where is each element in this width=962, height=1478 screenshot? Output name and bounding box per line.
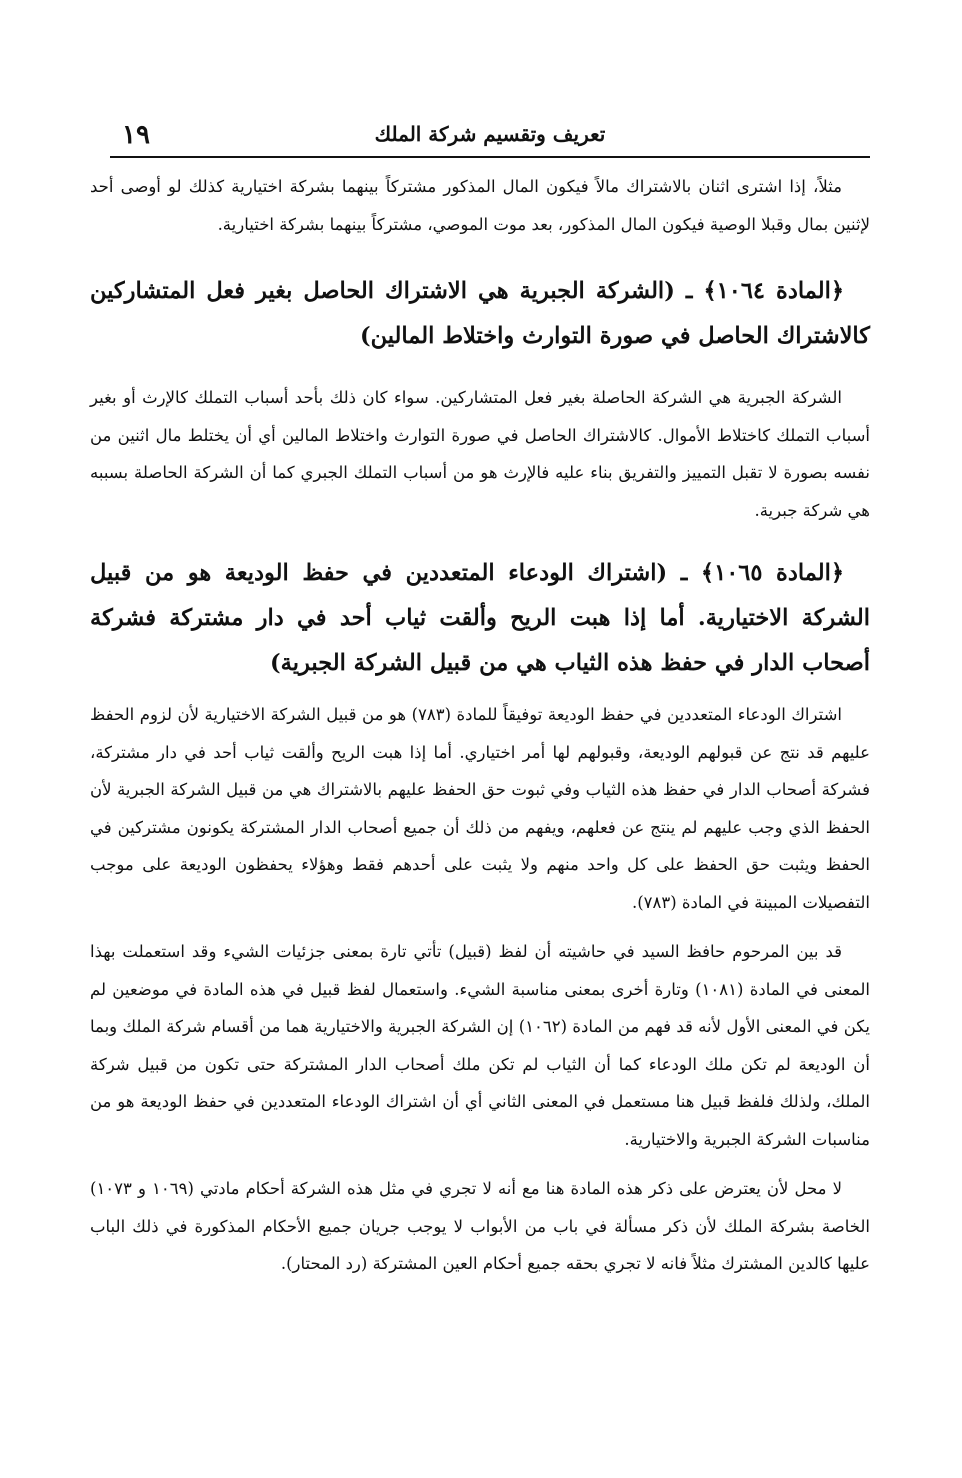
article-1064-commentary: الشركة الجبرية هي الشركة الحاصلة بغير فعل المتشاركين. سواء كان ذلك بأحد أسباب التملك كالإرث أو بغير أسباب التملك كاختلاط الأموال. كالاشتراك الحاصل في صورة التوارث واختلاط المالين أي أن يختلط مال اثنين من نفسه بصورة لا تقبل التمييز والتفريق بناء عليه فالإرث هو من أسباب التملك الجبري كما أن الشركة الحاصلة بسببه هي شركة جبرية.	[90, 388, 870, 520]
article-1064-heading: ﴿المادة ١٠٦٤﴾ ـ (الشركة الجبرية هي الاشتراك الحاصل بغير فعل المتشاركين كالاشتراك الحاصل في صورة التوارث واختلاط المالين)	[90, 278, 870, 349]
page-body	[90, 168, 870, 1295]
article-1065-heading: ﴿المادة ١٠٦٥﴾ ـ (اشتراك الودعاء المتعددين في حفظ الوديعة هو من قبيل الشركة الاختيارية. أما إذا هبت الريح وألقت ثياب أحد في دار مشتركة فشركة أصحاب الدار في حفظ هذه الثياب هي من قبيل الشركة الجبرية)	[90, 560, 870, 676]
page-number: ١٩	[122, 120, 150, 150]
running-header	[110, 118, 870, 158]
article-1065-commentary-1: اشتراك الودعاء المتعددين في حفظ الوديعة توفيقاً للمادة (٧٨٣) هو من قبيل الشركة الاختيارية لأن لزوم الحفظ عليهم قد نتج عن قبولهم الوديعة، وقبولهم لها أمر اختياري. أما إذا هبت الريح وألقت ثياب أحد في دار مشتركة، فشركة أصحاب الدار في حفظ هذه الثياب وفي ثبوت حق الحفظ عليهم بالاشتراك هي من قبيل الشركة الجبرية لأن الحفظ الذي وجب عليهم لم ينتج عن فعلهم، ويفهم من ذلك أن جميع أصحاب الدار المشتركة يكونون مشتركين في الحفظ ويثبت حق الحفظ على كل واحد منهم ولا يثبت على أحدهم فقط وهؤلاء يحفظون الوديعة على موجب التفصيلات المبينة في المادة (٧٨٣).	[90, 705, 870, 912]
intro-paragraph: مثلاً، إذا اشترى اثنان بالاشتراك مالاً فيكون المال المذكور مشتركاً بينهما بشركة اختيارية كذلك لو أوصى أحد لإثنين بمال وقبلا الوصية فيكون المال المذكور، بعد موت الموصي، مشتركاً بينهما بشركة اختيارية.	[90, 177, 870, 234]
article-1065-commentary-3: لا محل لأن يعترض على ذكر هذه المادة هنا مع أنه لا تجري في مثل هذه الشركة أحكام مادتي (١٠٦٩ و ١٠٧٣) الخاصة بشركة الملك لأن ذكر مسألة في باب من الأبواب لا يوجب جريان جميع الأحكام المذكورة في ذلك الباب عليها كالدين المشترك مثلاً فانه لا تجري بحقه جميع أحكام العين المشتركة (رد المحتار).	[90, 1179, 870, 1273]
chapter-title: تعريف وتقسيم شركة الملك	[374, 122, 606, 146]
article-1065-commentary-2: قد بين المرحوم حافظ السيد في حاشيته أن لفظ (قبيل) تأتي تارة بمعنى جزئيات الشيء وقد استعملت بهذا المعنى في المادة (١٠٨١) وتارة أخرى بمعنى مناسبة الشيء. واستعمال لفظ قبيل في هذه المادة في موضعين لم يكن في المعنى الأول لأنه قد فهم من المادة (١٠٦٢) إن الشركة الجبرية والاختيارية هما من أقسام شركة الملك وبما أن الوديعة لم تكن ملك الودعاء كما أن الثياب لم تكن ملك أصحاب الدار المشتركة حتى تكون من قبيل شركة الملك، ولذلك فلفظ قبيل هنا مستعمل في المعنى الثاني أي أن اشتراك الودعاء المتعددين في حفظ الوديعة هو من مناسبات الشركة الجبرية والاختيارية.	[90, 942, 870, 1149]
